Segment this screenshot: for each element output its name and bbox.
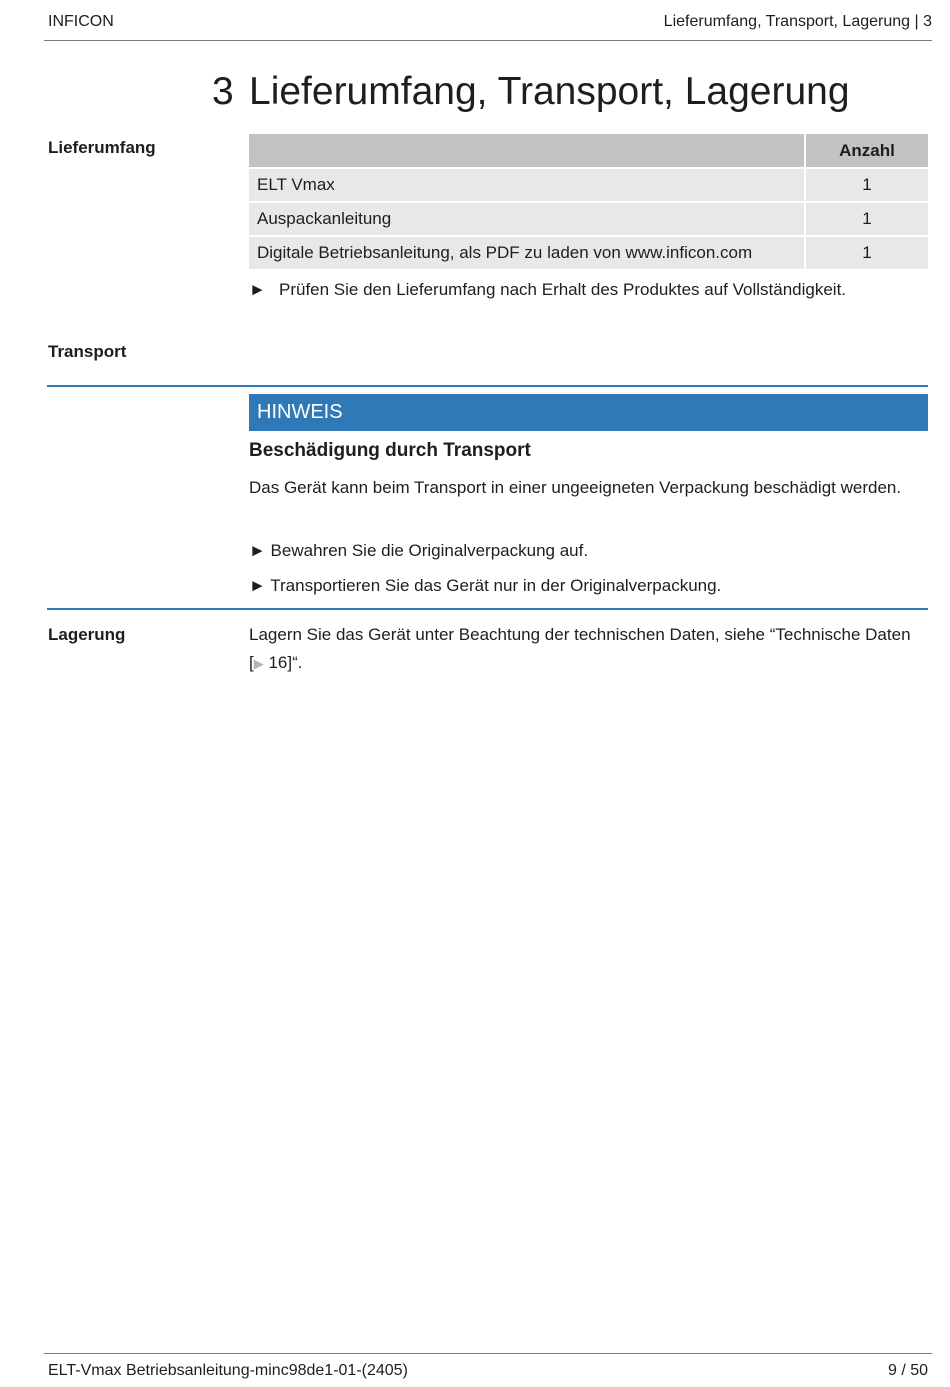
notice-rule-bottom [47,608,928,610]
instruction-text: Prüfen Sie den Lieferumfang nach Erhalt des Produktes auf Vollständigkeit. [279,280,847,299]
header-brand: INFICON [48,13,114,30]
table-row [249,236,928,269]
table-cell-qty: 1 [805,236,928,269]
table-row [249,202,928,236]
chapter-title: Lieferumfang, Transport, Lagerung [249,70,850,113]
header-section: Lieferumfang, Transport, Lagerung | 3 [663,13,932,30]
page-reference-arrow-icon: ▶ [253,656,264,671]
scope-instruction [249,280,846,300]
storage-text [249,621,919,678]
section-label-scope: Lieferumfang [48,138,156,157]
notice-banner [249,394,928,431]
table-header-item [249,134,805,168]
footer-page-number: 9 / 50 [887,1362,928,1379]
table-header-qty: Anzahl [805,134,928,168]
scope-table [249,134,928,269]
storage-text-main: Lagern Sie das Gerät unter Beachtung der technischen Daten, siehe “Technische Daten [ [249,625,911,672]
table-cell-qty: 1 [805,168,928,202]
table-cell-item: Auspackanleitung [249,202,805,236]
table-header-row [249,134,928,168]
footer-doc-id: ELT-Vmax Betriebsanleitung-minc98de1-01-(2405) [48,1362,408,1379]
notice-rule-top [47,385,928,387]
notice-text: Das Gerät kann beim Transport in einer ungeeigneten Verpackung beschädigt werden. [249,478,902,497]
notice-step: ► Bewahren Sie die Originalverpackung auf. [249,541,589,560]
notice-step: ► Transportieren Sie das Gerät nur in der Originalverpackung. [249,576,722,595]
instruction-arrow-icon: ► [249,280,266,299]
section-label-storage: Lagerung [48,625,126,644]
footer-rule [44,1353,932,1354]
section-label-transport: Transport [48,342,127,361]
table-cell-qty: 1 [805,202,928,236]
chapter-number: 3 [212,70,234,113]
notice-type: HINWEIS [257,401,343,423]
notice-heading: Beschädigung durch Transport [249,440,531,461]
table-cell-item: ELT Vmax [249,168,805,202]
table-row [249,168,928,202]
header-rule [44,40,932,41]
page-reference-link[interactable]: 16]“. [263,653,303,672]
table-cell-item: Digitale Betriebsanleitung, als PDF zu laden von www.inficon.com [249,236,805,269]
